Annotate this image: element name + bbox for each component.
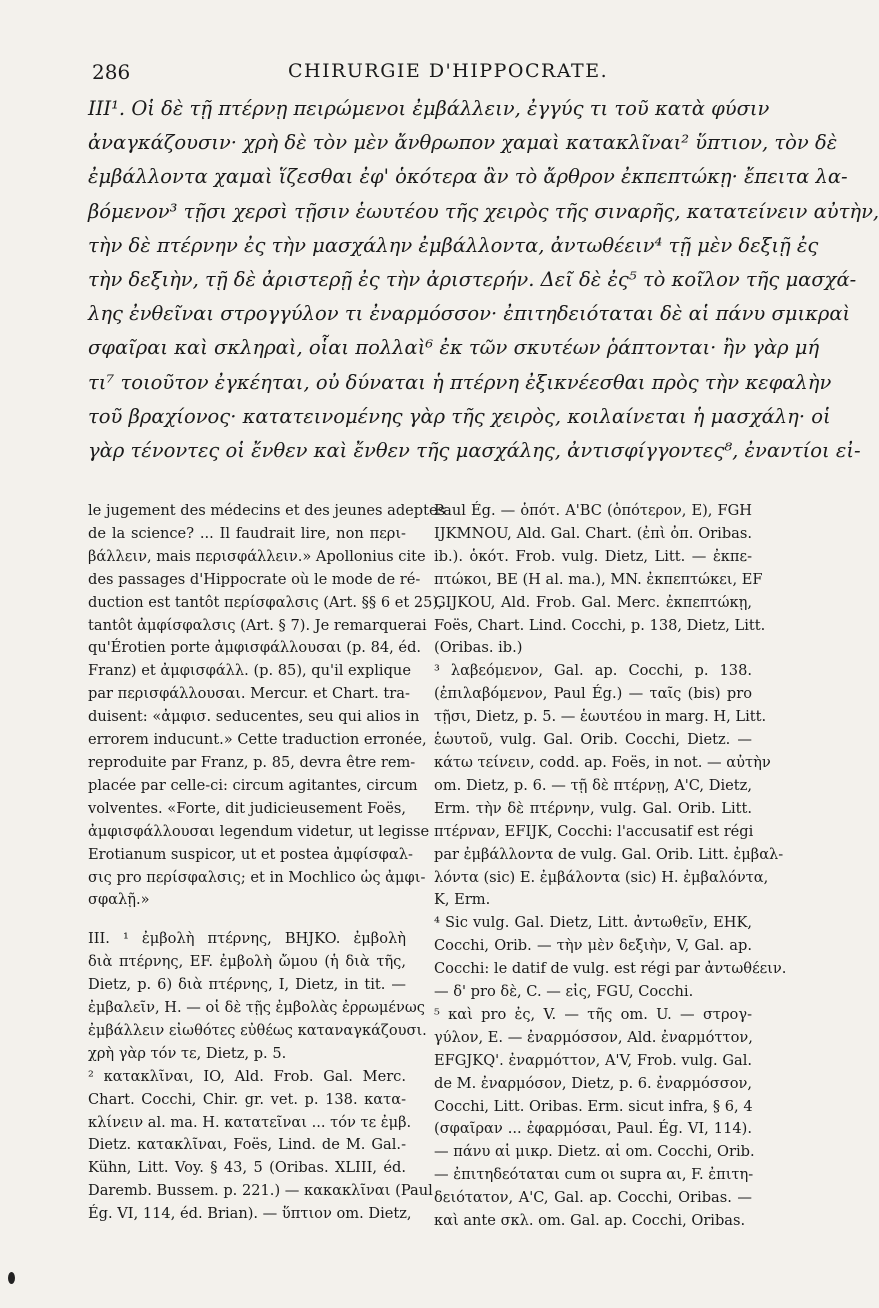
text-line: διὰ πτέρνης, EF. ἐμβολὴ ὤμου (ἡ διὰ τῆς,	[88, 953, 406, 971]
text-line: σφαῖραι καὶ σκληραὶ, οἷαι πολλαὶ⁶ ἐκ τῶν σκυτέων ῥάπτονται· ἢν γὰρ μή	[88, 336, 820, 360]
text-line: placée par celle-ci: circum agitantes, circum	[88, 776, 418, 794]
text-line: volventes. «Forte, dit judicieusement Foës,	[88, 799, 406, 817]
text-line: GIJKOU, Ald. Frob. Gal. Merc. ἐκπεπτώκῃ,	[434, 593, 752, 611]
text-line: τὴν δὲ πτέρνην ἐς τὴν μασχάλην ἐμβάλλοντα, ἀντωθέειν⁴ τῇ μὲν δεξιῇ ἐς	[88, 233, 819, 257]
text-line: Kühn, Litt. Voy. § 43, 5 (Oribas. XLIII, éd.	[88, 1159, 406, 1177]
text-line: le jugement des médecins et des jeunes adeptes	[88, 502, 446, 519]
text-line: ἀμφισφάλλουσαι legendum videtur, ut legisse	[88, 822, 430, 840]
text-line: ⁵ καὶ pro ἐς, V. — τῆς om. U. — στρογ-	[434, 1005, 752, 1023]
text-line: βάλλειν, mais περισφάλλειν.» Apollonius cite	[88, 547, 426, 565]
text-line: τι⁷ τοιοῦτον ἐγκέηται, οὐ δύναται ἡ πτέρνη ἐξικνέεσθαι πρὸς τὴν κεφαλὴν	[88, 370, 832, 394]
right-column	[434, 500, 787, 1233]
text-line: Cocchi, Litt. Oribas. Erm. sicut infra, § 6, 4	[434, 1097, 753, 1115]
page-number: 286	[92, 60, 131, 84]
text-line: EFGJKQ'. ἐναρμόττον, A'V, Frob. vulg. Gal.	[434, 1051, 752, 1069]
text-line: Daremb. Bussem. p. 221.) — κακακλῖναι (Paul	[88, 1182, 433, 1200]
text-line: ἐμβαλεῖν, H. — οἱ δὲ τῇς ἐμβολὰς ἐρρωμένως	[88, 999, 425, 1017]
text-line: ² κατακλῖναι, IO, Ald. Frob. Gal. Merc.	[88, 1067, 406, 1085]
text-line: Paul Ég. — ὁπότ. A'BC (ὁπότερον, E), FGH	[434, 502, 752, 519]
text-line: ἑωυτοῦ, vulg. Gal. Orib. Cocchi, Dietz. —	[434, 731, 752, 749]
text-line: duction est tantôt περίσφαλσις (Art. §§ 6 et 25),	[88, 593, 443, 611]
text-line: Chart. Cocchi, Chir. gr. vet. p. 138. κατα-	[88, 1090, 406, 1108]
text-line: κλίνειν al. ma. H. κατατεῖναι ... τόν τε ἐμβ.	[88, 1113, 412, 1131]
note-block	[88, 1066, 433, 1226]
text-line: duisent: «ἀμφισ. seducentes, seu qui alios in	[88, 708, 420, 726]
text-line: ἐμβάλλοντα χαμαὶ ἵζεσθαι ἐφ' ὁκότερα ἂν τὸ ἄρθρον ἐκπεπτώκῃ· ἔπειτα λα-	[88, 165, 848, 189]
text-line: βόμενον³ τῇσι χερσὶ τῇσιν ἑωυτέου τῆς χειρὸς τῆς σιναρῆς, κατατείνειν αὐτὴν,	[88, 199, 879, 223]
note-block	[88, 500, 446, 912]
page-header	[88, 58, 760, 88]
text-line: πτέρναν, EFIJK, Cocchi: l'accusatif est régi	[434, 822, 754, 840]
text-line: ib.). ὁκότ. Frob. vulg. Dietz, Litt. — ἐκπε-	[434, 547, 752, 565]
text-line: Franz) et ἀμφισφάλλ. (p. 85), qu'il explique	[88, 662, 411, 680]
text-line: ⁴ Sic vulg. Gal. Dietz, Litt. ἀντωθεῖν, EHK,	[434, 914, 752, 932]
ink-blot	[8, 1272, 15, 1284]
text-line: III. ¹ ἐμβολὴ πτέρνης, BHJKO. ἐμβολὴ	[88, 930, 406, 948]
greek-main-text	[88, 92, 879, 468]
text-line: om. Dietz, p. 6. — τῇ δὲ πτέρνῃ, A'C, Dietz,	[434, 776, 752, 794]
text-line: τοῦ βραχίονος· κατατεινομένης γὰρ τῆς χειρὸς, κοιλαίνεται ἡ μασχάλη· οἱ	[88, 404, 831, 428]
text-line: γὰρ τένοντες οἱ ἔνθεν καὶ ἔνθεν τῆς μασχάλης, ἀντισφίγγοντες⁸, ἐναντίοι εἰ-	[88, 439, 861, 463]
text-line: Dietz. κατακλῖναι, Foës, Lind. de M. Gal.-	[88, 1136, 406, 1154]
text-line: ἐμβάλλειν εἰωθότες εὐθέως καταναγκάζουσι.	[88, 1021, 427, 1039]
text-line: Erm. τὴν δὲ πτέρνην, vulg. Gal. Orib. Litt.	[434, 799, 752, 817]
text-line: χρὴ γὰρ τόν τε, Dietz, p. 5.	[88, 1044, 287, 1062]
text-line: — δ' pro δὲ, C. — εἰς, FGU, Cocchi.	[434, 983, 694, 1001]
note-block	[434, 912, 787, 1004]
note-block	[88, 928, 427, 1065]
footnote-columns	[88, 500, 787, 1280]
running-title: CHIRURGIE D'HIPPOCRATE.	[288, 60, 609, 82]
text-line: (σφαῖραν ... ἐφαρμόσαι, Paul. Ég. VI, 114).	[434, 1120, 752, 1138]
text-line: — ἐπιτηδεόταται cum οι supra αι, F. ἐπιτη-	[434, 1166, 754, 1184]
left-column	[88, 500, 446, 1226]
spacer	[88, 912, 406, 928]
text-line: Ég. VI, 114, éd. Brian). — ὕπτιον om. Dietz,	[88, 1205, 412, 1223]
text-line: Foës, Chart. Lind. Cocchi, p. 138, Dietz, Litt.	[434, 616, 766, 634]
text-line: σφαλῇ.»	[88, 891, 150, 909]
text-line: τῇσι, Dietz, p. 5. — ἑωυτέου in marg. H, Litt.	[434, 708, 767, 726]
text-line: Cocchi: le datif de vulg. est régi par ἀντωθέειν.	[434, 960, 787, 978]
text-line: (Oribas. ib.)	[434, 639, 523, 657]
text-line: γύλον, E. — ἐναρμόσσον, Ald. ἐναρμόττον,	[434, 1028, 753, 1046]
text-line: (ἐπιλαβόμενον, Paul Ég.) — ταῖς (bis) pro	[434, 685, 752, 703]
text-line: δειότατον, A'C, Gal. ap. Cocchi, Oribas. —	[434, 1189, 752, 1207]
note-block	[434, 1004, 755, 1233]
text-line: qu'Érotien porte ἀμφισφάλλουσαι (p. 84, éd.	[88, 639, 422, 657]
note-block	[434, 500, 766, 660]
text-line: Dietz, p. 6) διὰ πτέρνης, I, Dietz, in tit. —	[88, 976, 406, 994]
text-line: τὴν δεξιὴν, τῇ δὲ ἀριστερῇ ἐς τὴν ἀριστερήν. Δεῖ δὲ ἐς⁵ τὸ κοῖλον τῆς μασχά-	[88, 268, 857, 292]
text-line: κάτω τείνειν, codd. ap. Foës, in not. — αὐτὴν	[434, 753, 771, 771]
text-line: λόντα (sic) E. ἐμβάλοντα (sic) H. ἐμβαλόντα,	[434, 868, 769, 886]
text-line: III¹. Οἱ δὲ τῇ πτέρνῃ πειρώμενοι ἐμβάλλειν, ἐγγύς τι τοῦ κατὰ φύσιν	[88, 97, 770, 120]
text-line: ³ λαβεόμενον, Gal. ap. Cocchi, p. 138.	[434, 662, 752, 680]
text-line: des passages d'Hippocrate où le mode de ré-	[88, 570, 421, 588]
text-line: de la science? ... Il faudrait lire, non περι-	[88, 524, 406, 542]
text-line: λης ἐνθεῖναι στρογγύλον τι ἐναρμόσσον· ἐπιτηδειόταται δὲ αἱ πάνυ σμικραὶ	[88, 302, 851, 326]
text-line: par περισφάλλουσαι. Mercur. et Chart. tra-	[88, 685, 410, 703]
text-line: Cocchi, Orib. — τὴν μὲν δεξιὴν, V, Gal. ap.	[434, 937, 752, 955]
text-line: πτώκοι, BE (H al. ma.), MN. ἐκπεπτώκει, EF	[434, 570, 763, 588]
text-line: par ἐμβάλλοντα de vulg. Gal. Orib. Litt. ἐμβαλ-	[434, 845, 784, 863]
text-line: σις pro περίσφαλσις; et in Mochlico ὡς ἀμφι-	[88, 868, 426, 886]
text-line: reproduite par Franz, p. 85, devra être rem-	[88, 753, 416, 771]
text-line: tantôt ἀμφίσφαλσις (Art. § 7). Je remarquerai	[88, 616, 427, 634]
text-line: καὶ ante σκλ. om. Gal. ap. Cocchi, Oribas.	[434, 1212, 746, 1230]
text-line: — πάνυ αἱ μικρ. Dietz. αἱ om. Cocchi, Orib.	[434, 1143, 755, 1161]
text-line: IJKMNOU, Ald. Gal. Chart. (ἐπὶ ὀπ. Oribas.	[434, 524, 752, 542]
text-line: K, Erm.	[434, 891, 491, 909]
text-line: Erotianum suspicor, ut et postea ἀμφίσφαλ-	[88, 845, 413, 863]
text-line: ἀναγκάζουσιν· χρὴ δὲ τὸν μὲν ἄνθρωπον χαμαὶ κατακλῖναι² ὕπτιον, τὸν δὲ	[88, 131, 838, 155]
text-line: de M. ἐναρμόσον, Dietz, p. 6. ἐναρμόσσον,	[434, 1074, 752, 1092]
text-line: errorem inducunt.» Cette traduction erronée,	[88, 731, 427, 749]
note-block	[434, 660, 784, 912]
